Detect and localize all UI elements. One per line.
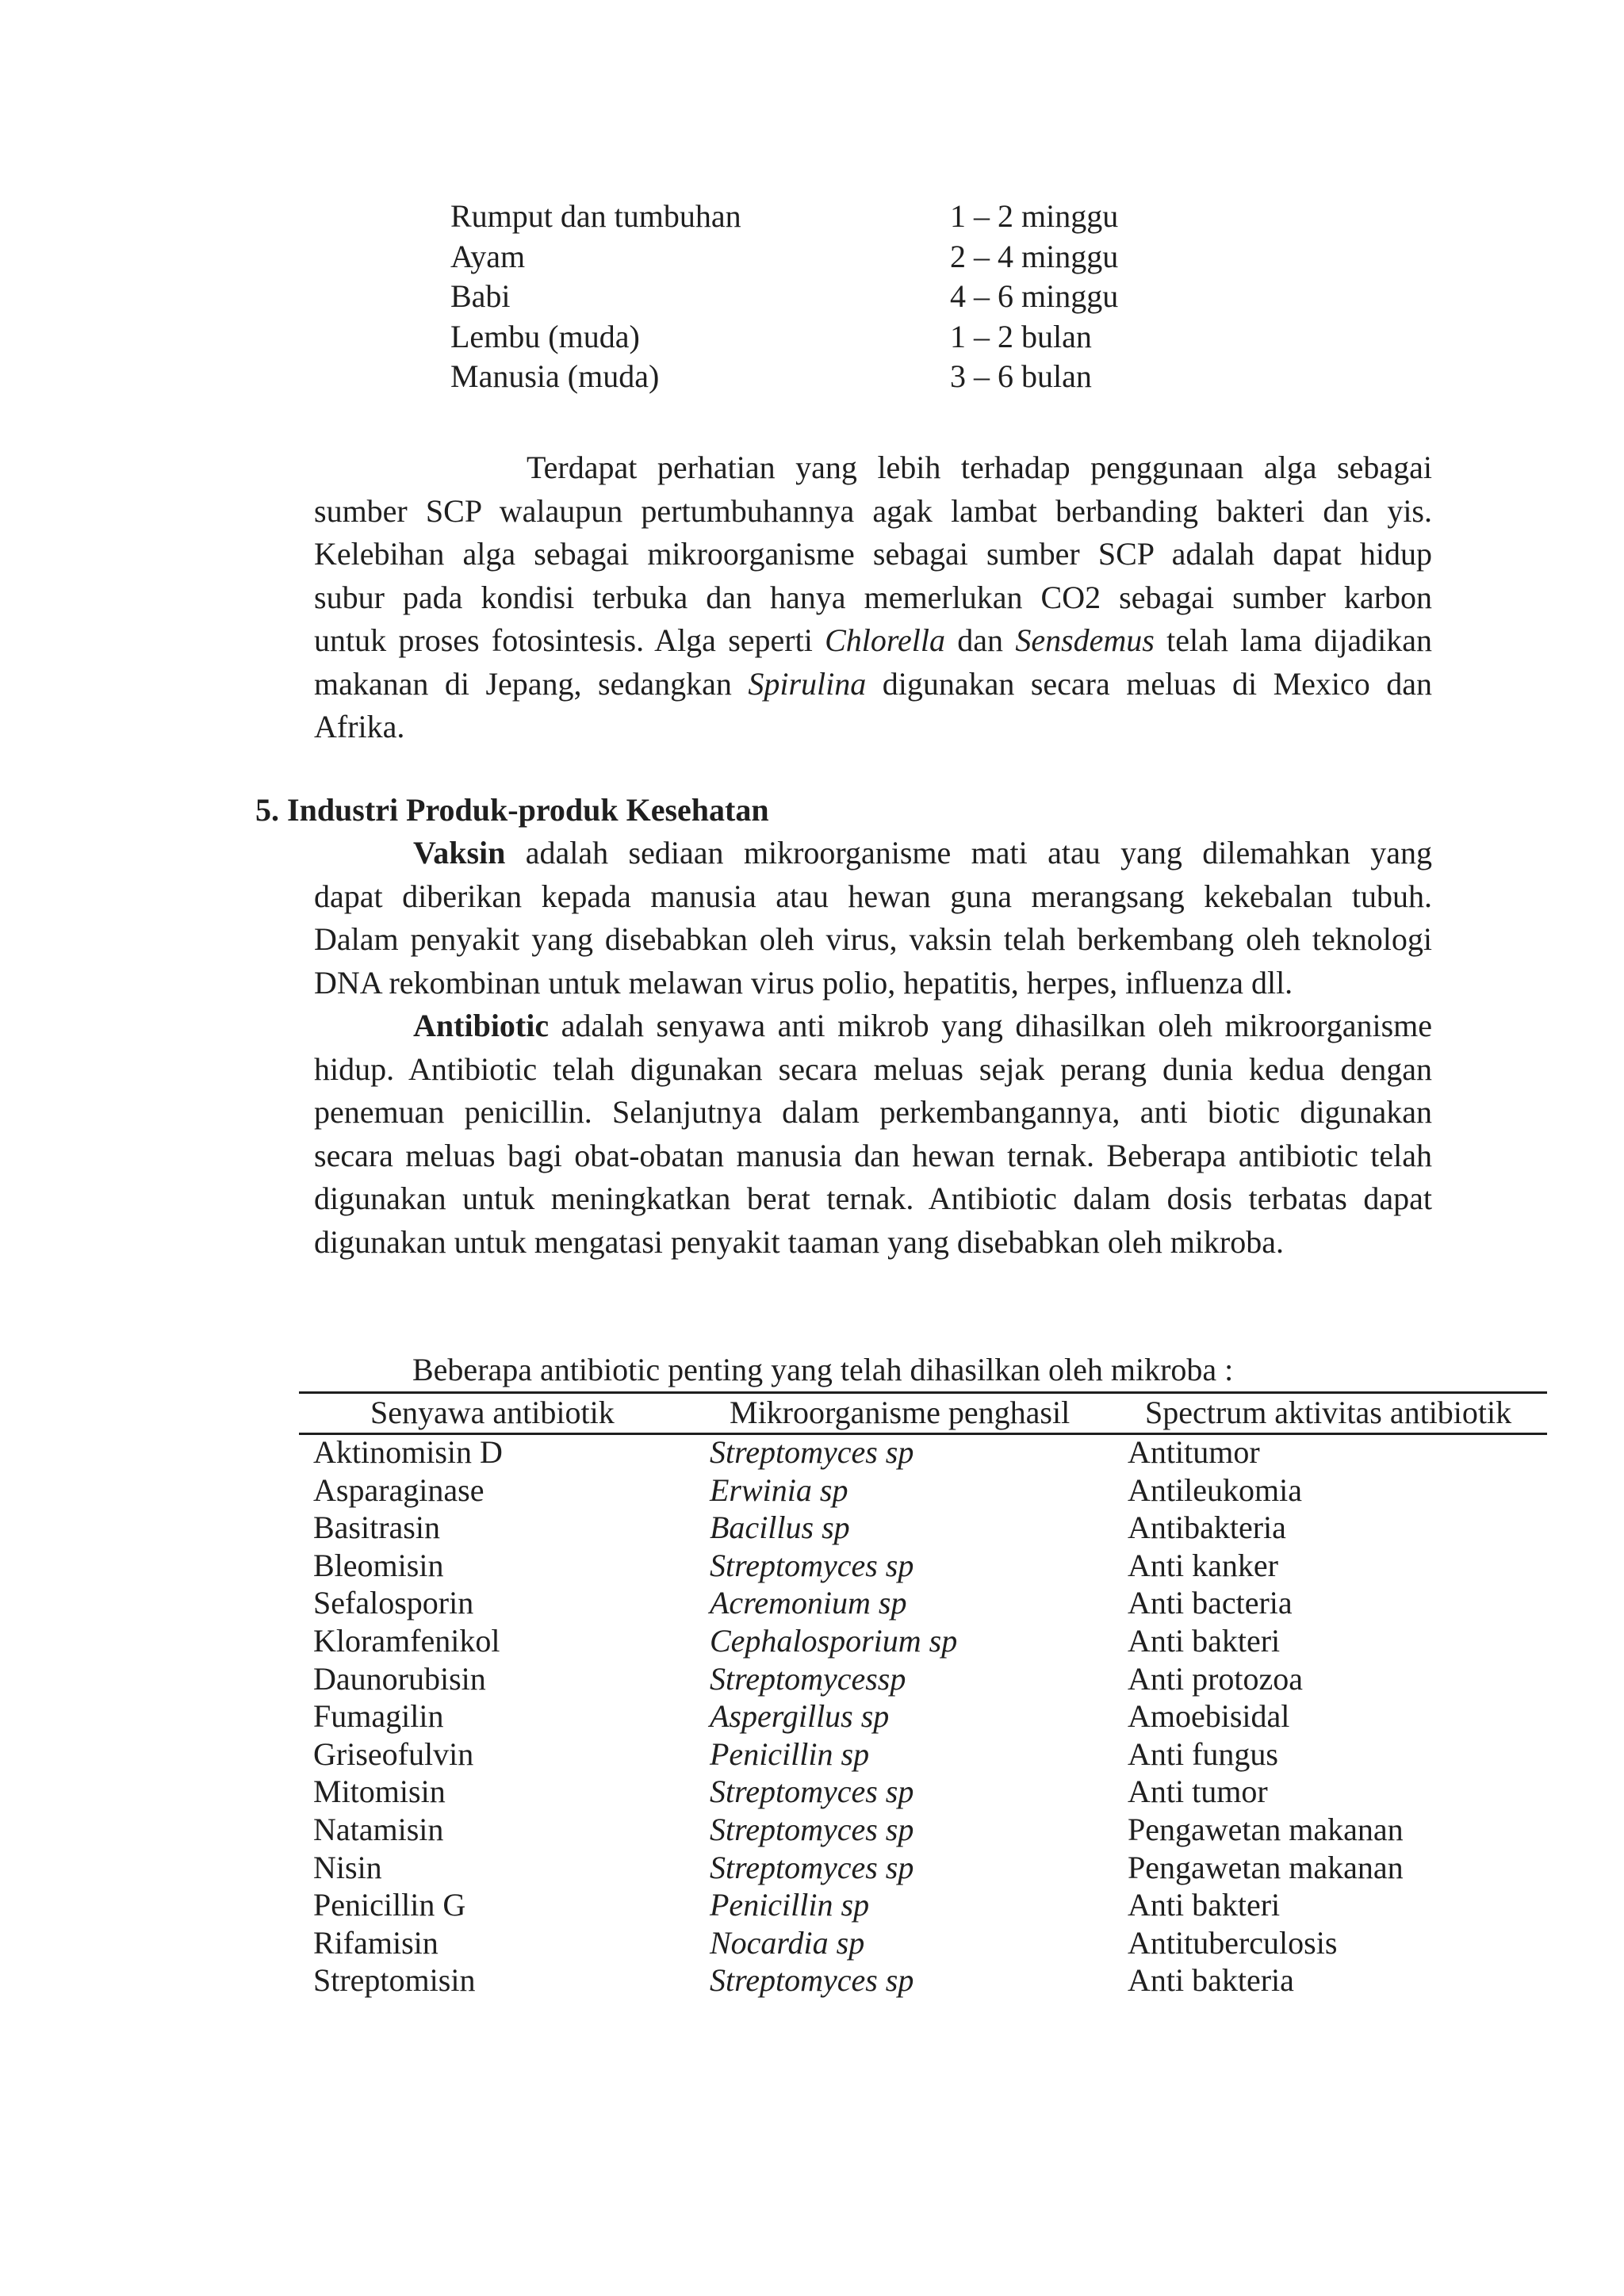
microorganism-cell: Penicillin sp bbox=[710, 1887, 870, 1923]
microorganism-cell: Cephalosporium sp bbox=[710, 1622, 958, 1659]
table-caption: Beberapa antibiotic penting yang telah dihasilkan oleh mikroba : bbox=[412, 1352, 1234, 1387]
table-row bbox=[313, 1584, 1550, 1622]
species-name: Sensdemus bbox=[1015, 622, 1155, 658]
microorganism-cell: Bacillus sp bbox=[710, 1510, 850, 1546]
microorganism-cell: Streptomyces sp bbox=[710, 1849, 914, 1885]
paragraph-line: subur pada kondisi terbuka dan hanya memerlukan CO2 sebagai sumber karbon bbox=[314, 579, 1432, 615]
spectrum-cell: Anti bakteri bbox=[1128, 1887, 1281, 1923]
paragraph-line: dapat diberikan kepada manusia atau hewan guna merangsang kekebalan tubuh. bbox=[314, 878, 1432, 914]
time-cell: 2 – 4 minggu bbox=[950, 238, 1119, 274]
table-row bbox=[450, 357, 1267, 397]
spectrum-cell: Antileukomia bbox=[1128, 1471, 1302, 1508]
table-row bbox=[313, 1773, 1550, 1811]
microorganism-cell: Streptomycessp bbox=[710, 1660, 906, 1697]
text-span: dan bbox=[957, 622, 1004, 658]
text-span: telah lama dijadikan bbox=[1166, 622, 1433, 658]
compound-cell: Sefalosporin bbox=[313, 1585, 474, 1621]
compound-cell: Bleomisin bbox=[313, 1547, 444, 1583]
text-span: untuk proses fotosintesis. Alga seperti bbox=[314, 622, 813, 658]
animal-cell: Manusia (muda) bbox=[450, 358, 660, 394]
spectrum-cell: Anti bakteri bbox=[1128, 1622, 1281, 1659]
compound-cell: Rifamisin bbox=[313, 1924, 439, 1961]
header-spectrum: Spectrum aktivitas antibiotik bbox=[1145, 1395, 1512, 1430]
microorganism-cell: Erwinia sp bbox=[710, 1471, 848, 1508]
paragraph-line: penemuan penicillin. Selanjutnya dalam perkembangannya, anti biotic digunakan bbox=[314, 1094, 1432, 1130]
term-vaksin: Vaksin bbox=[413, 835, 506, 871]
animal-cell: Babi bbox=[450, 278, 511, 314]
table-row bbox=[313, 1509, 1550, 1547]
compound-cell: Aktinomisin D bbox=[313, 1434, 503, 1470]
table-row bbox=[313, 1735, 1550, 1774]
table-row bbox=[313, 1811, 1550, 1849]
spectrum-cell: Anti kanker bbox=[1128, 1547, 1278, 1583]
table-header bbox=[299, 1393, 1547, 1433]
paragraph-line bbox=[314, 1004, 1432, 1048]
text-span: digunakan secara meluas di Mexico dan bbox=[882, 665, 1433, 702]
spectrum-cell: Amoebisidal bbox=[1128, 1698, 1290, 1735]
paragraph-line: Dalam penyakit yang disebabkan oleh virus, vaksin telah berkembang oleh teknologi bbox=[314, 921, 1432, 957]
paragraph-line: DNA rekombinan untuk melawan virus polio, hepatitis, herpes, influenza dll. bbox=[314, 964, 1293, 1001]
table-row bbox=[313, 1660, 1550, 1698]
paragraph-line bbox=[314, 832, 1432, 875]
compound-cell: Natamisin bbox=[313, 1811, 444, 1847]
spectrum-cell: Anti bakteria bbox=[1128, 1962, 1294, 1999]
table-row bbox=[313, 1697, 1550, 1735]
paragraph-line bbox=[314, 663, 1432, 706]
time-cell: 1 – 2 minggu bbox=[950, 198, 1119, 234]
compound-cell: Basitrasin bbox=[313, 1510, 440, 1546]
compound-cell: Streptomisin bbox=[313, 1962, 476, 1999]
table-row bbox=[450, 197, 1267, 237]
spectrum-cell: Anti tumor bbox=[1128, 1774, 1268, 1810]
animal-cell: Rumput dan tumbuhan bbox=[450, 198, 741, 234]
table-row bbox=[450, 317, 1267, 358]
text-span: adalah sediaan mikroorganisme mati atau yang dilemahkan yang bbox=[525, 835, 1433, 871]
table-row bbox=[313, 1433, 1550, 1471]
paragraph-line: digunakan untuk meningkatkan berat ternak. Antibiotic dalam dosis terbatas dapat bbox=[314, 1181, 1432, 1216]
term-antibiotic: Antibiotic bbox=[413, 1008, 550, 1043]
spectrum-cell: Antibakteria bbox=[1128, 1510, 1286, 1546]
header-compound: Senyawa antibiotik bbox=[370, 1395, 615, 1430]
microorganism-cell: Aspergillus sp bbox=[710, 1698, 890, 1735]
animal-cell: Ayam bbox=[450, 238, 526, 274]
compound-cell: Kloramfenikol bbox=[313, 1622, 500, 1659]
table-row bbox=[450, 237, 1267, 277]
time-cell: 4 – 6 minggu bbox=[950, 278, 1119, 314]
species-name: Chlorella bbox=[825, 622, 945, 658]
microorganism-cell: Acremonium sp bbox=[710, 1585, 907, 1621]
paragraph-alga bbox=[314, 446, 1432, 749]
text-span: adalah senyawa anti mikrob yang dihasilkan oleh mikroorganisme bbox=[561, 1008, 1433, 1043]
compound-cell: Fumagilin bbox=[313, 1698, 444, 1735]
table-row bbox=[450, 277, 1267, 317]
microorganism-cell: Nocardia sp bbox=[710, 1924, 865, 1961]
compound-cell: Daunorubisin bbox=[313, 1660, 486, 1697]
table-row bbox=[313, 1622, 1550, 1660]
microorganism-cell: Streptomyces sp bbox=[710, 1811, 914, 1847]
spectrum-cell: Pengawetan makanan bbox=[1128, 1811, 1404, 1847]
spectrum-cell: Anti fungus bbox=[1128, 1735, 1278, 1772]
compound-cell: Mitomisin bbox=[313, 1774, 446, 1810]
table-row bbox=[313, 1886, 1550, 1924]
section-heading: 5. Industri Produk-produk Kesehatan bbox=[255, 792, 769, 828]
paragraph-line: sumber SCP walaupun pertumbuhannya agak lambat berbanding bakteri dan yis. bbox=[314, 492, 1432, 529]
growth-time-table bbox=[450, 197, 1267, 397]
table-row bbox=[313, 1471, 1550, 1510]
paragraph-line: Terdapat perhatian yang lebih terhadap penggunaan alga sebagai bbox=[527, 450, 1432, 485]
spectrum-cell: Antituberculosis bbox=[1128, 1924, 1338, 1961]
spectrum-cell: Anti bacteria bbox=[1128, 1585, 1293, 1621]
paragraph-line: secara meluas bagi obat-obatan manusia dan hewan ternak. Beberapa antibiotic telah bbox=[314, 1137, 1432, 1173]
table-row bbox=[313, 1924, 1550, 1962]
animal-cell: Lembu (muda) bbox=[450, 318, 640, 354]
time-cell: 1 – 2 bulan bbox=[950, 318, 1092, 354]
time-cell: 3 – 6 bulan bbox=[950, 358, 1092, 394]
table-row bbox=[313, 1961, 1550, 1999]
microorganism-cell: Streptomyces sp bbox=[710, 1962, 914, 1999]
microorganism-cell: Streptomyces sp bbox=[710, 1434, 914, 1470]
compound-cell: Nisin bbox=[313, 1849, 382, 1885]
paragraph-line: Afrika. bbox=[314, 709, 405, 744]
microorganism-cell: Penicillin sp bbox=[710, 1735, 870, 1772]
table-row bbox=[313, 1849, 1550, 1887]
paragraph-line: digunakan untuk mengatasi penyakit taaman yang disebabkan oleh mikroba. bbox=[314, 1223, 1284, 1260]
table-row bbox=[313, 1547, 1550, 1585]
paragraph-line: Kelebihan alga sebagai mikroorganisme sebagai sumber SCP adalah dapat hidup bbox=[314, 536, 1432, 572]
header-microorganism: Mikroorganisme penghasil bbox=[730, 1395, 1071, 1430]
spectrum-cell: Pengawetan makanan bbox=[1128, 1849, 1404, 1885]
compound-cell: Griseofulvin bbox=[313, 1735, 474, 1772]
spectrum-cell: Antitumor bbox=[1128, 1434, 1260, 1470]
compound-cell: Asparaginase bbox=[313, 1471, 485, 1508]
antibiotic-table-body bbox=[313, 1433, 1550, 1999]
spectrum-cell: Anti protozoa bbox=[1128, 1660, 1304, 1697]
compound-cell: Penicillin G bbox=[313, 1887, 466, 1923]
paragraph-vaksin bbox=[314, 832, 1432, 1004]
microorganism-cell: Streptomyces sp bbox=[710, 1547, 914, 1583]
paragraph-line: hidup. Antibiotic telah digunakan secara meluas sejak perang dunia kedua dengan bbox=[314, 1050, 1432, 1087]
paragraph-line bbox=[314, 619, 1432, 663]
text-span: makanan di Jepang, sedangkan bbox=[314, 665, 732, 702]
paragraph-antibiotic bbox=[314, 1004, 1432, 1264]
microorganism-cell: Streptomyces sp bbox=[710, 1774, 914, 1810]
species-name: Spirulina bbox=[748, 665, 867, 702]
